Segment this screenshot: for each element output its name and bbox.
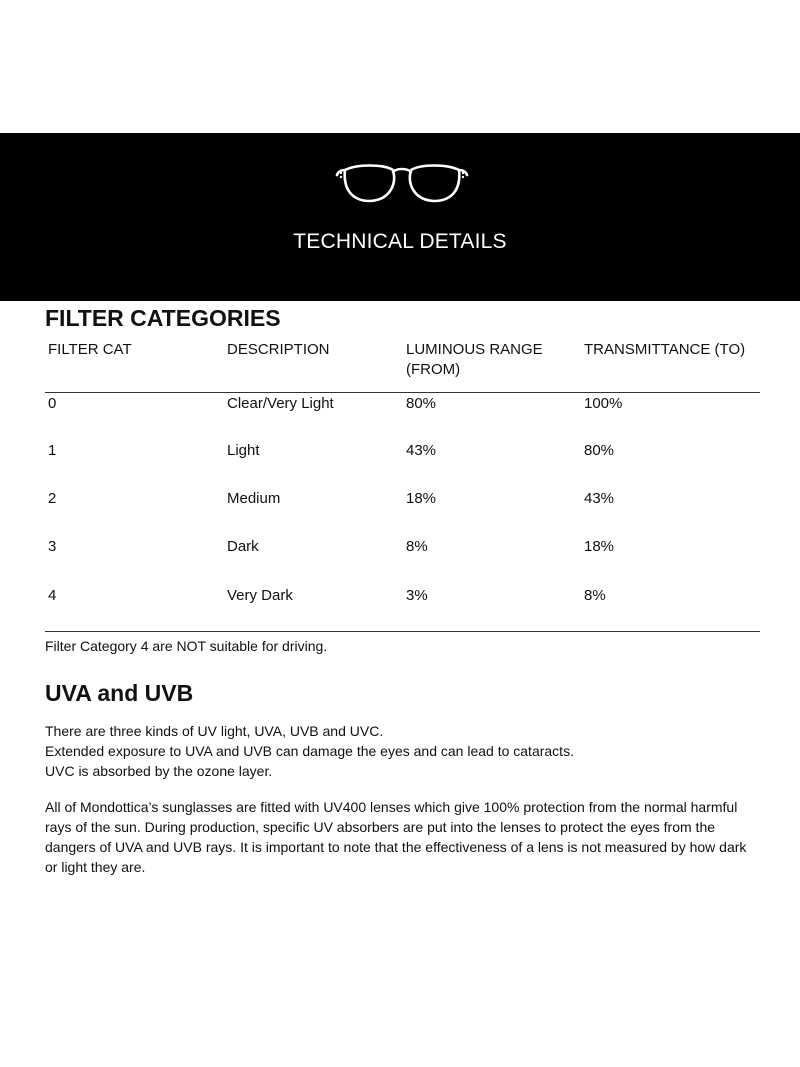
- table-row: [45, 537, 760, 557]
- uv400-paragraph-line: rays of the sun. During production, specific UV absorbers are put into the lenses to protect the eyes from the: [45, 819, 716, 835]
- header-filter-cat: FILTER CAT: [48, 341, 132, 358]
- driving-note: Filter Category 4 are NOT suitable for driving.: [45, 638, 328, 654]
- filter-categories-heading: FILTER CATEGORIES: [45, 305, 281, 331]
- uva-uvb-heading: UVA and UVB: [45, 680, 194, 706]
- header-description: DESCRIPTION: [227, 341, 330, 358]
- cell-transmittance: 80%: [584, 442, 615, 459]
- uv-intro-line: Extended exposure to UVA and UVB can damage the eyes and can lead to cataracts.: [45, 743, 574, 759]
- uv-intro-line: There are three kinds of UV light, UVA, UVB and UVC.: [45, 723, 384, 739]
- cell-filter-cat: 1: [48, 442, 57, 459]
- table-row: [45, 394, 760, 414]
- uv-intro-text: [45, 721, 760, 781]
- cell-filter-cat: 0: [48, 395, 57, 412]
- cell-description: Clear/Very Light: [227, 395, 334, 412]
- header-transmittance: TRANSMITTANCE (TO): [584, 341, 746, 358]
- cell-description: Medium: [227, 490, 281, 507]
- glasses-icon: [335, 160, 469, 208]
- table-row: [45, 586, 760, 606]
- cell-filter-cat: 3: [48, 538, 57, 555]
- uv400-paragraph: [45, 797, 760, 877]
- cell-transmittance: 43%: [584, 490, 615, 507]
- cell-description: Very Dark: [227, 587, 293, 604]
- cell-luminous-range: 43%: [406, 442, 437, 459]
- cell-luminous-range: 8%: [406, 538, 428, 555]
- table-bottom-divider: [45, 631, 760, 632]
- header-banner: [0, 133, 800, 301]
- uv400-paragraph-line: dangers of UVA and UVB rays. It is important to note that the effectiveness of a lens is not measured by how dark: [45, 839, 747, 855]
- uv400-paragraph-line: All of Mondottica’s sunglasses are fitted with UV400 lenses which give 100% protection from the normal harmful: [45, 799, 738, 815]
- uv-intro-line: UVC is absorbed by the ozone layer.: [45, 763, 273, 779]
- uv400-paragraph-line: or light they are.: [45, 859, 146, 875]
- table-top-divider: [45, 392, 760, 393]
- cell-filter-cat: 4: [48, 587, 57, 604]
- cell-transmittance: 100%: [584, 395, 623, 412]
- banner-title: TECHNICAL DETAILS: [293, 230, 507, 253]
- filter-table-body: [45, 394, 760, 630]
- cell-description: Light: [227, 442, 260, 459]
- table-row: [45, 489, 760, 509]
- cell-filter-cat: 2: [48, 490, 57, 507]
- cell-description: Dark: [227, 538, 259, 555]
- header-luminous-range: LUMINOUS RANGE (FROM): [406, 341, 543, 378]
- cell-luminous-range: 3%: [406, 587, 428, 604]
- cell-luminous-range: 80%: [406, 395, 437, 412]
- table-row: [45, 441, 760, 461]
- cell-transmittance: 8%: [584, 587, 606, 604]
- cell-transmittance: 18%: [584, 538, 615, 555]
- cell-luminous-range: 18%: [406, 490, 437, 507]
